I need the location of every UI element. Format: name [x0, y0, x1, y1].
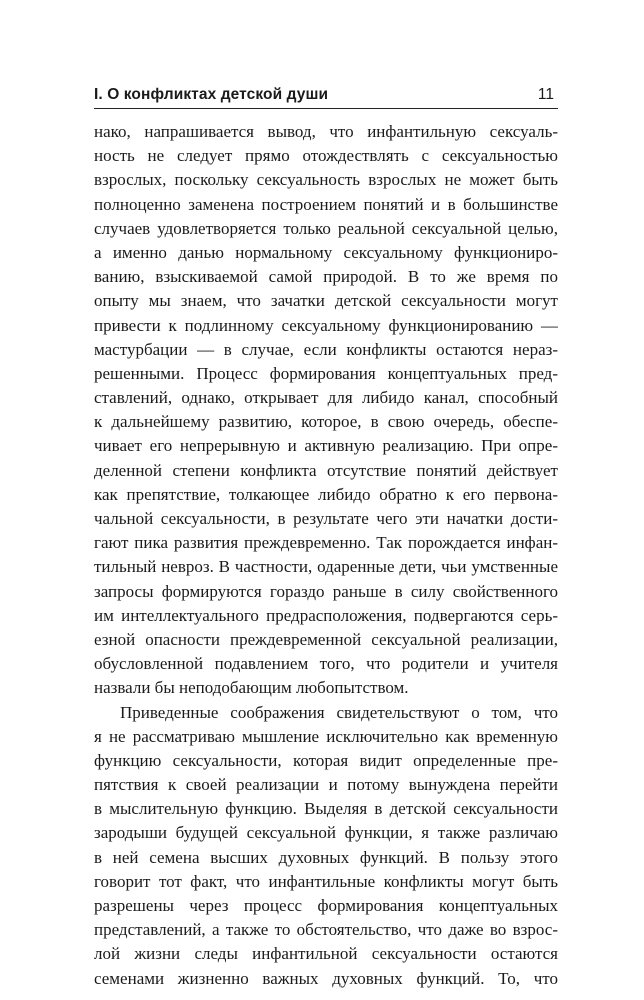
text-line: чивает его непрерывную и активную реализацию. При опре-: [94, 436, 558, 456]
text-line: опыту мы знаем, что зачатки детской сексуальности могут: [94, 291, 558, 311]
text-line: пятствия к своей реализации и потому вынуждена перейти: [94, 775, 558, 795]
page-number: 11: [537, 86, 554, 103]
text-line: в ней семена высших духовных функций. В пользу этого: [94, 847, 558, 867]
text-line: представлений, а также то обстоятельство, что даже во взрос-: [94, 920, 558, 940]
text-line: им интеллектуального предрасположения, подвергаются серь-: [94, 605, 558, 625]
body-text: [94, 120, 558, 991]
text-line: разрешены через процесс формирования концептуальных: [94, 896, 558, 915]
text-line: мастурбации — в случае, если конфликты остаются нераз-: [94, 339, 558, 359]
text-line: в мыслительную функцию. Выделяя в детской сексуальности: [94, 799, 558, 819]
text-line: лой жизни следы инфантильной сексуальности остаются: [94, 944, 558, 964]
text-line: привести к подлинному сексуальному функционированию —: [94, 315, 558, 335]
text-line: чальной сексуальности, в результате чего эти начатки дости-: [94, 509, 558, 528]
text-line: ставлений, однако, открывает для либидо канал, способный: [94, 388, 558, 408]
text-line: к дальнейшему развитию, которое, в свою очередь, обеспе-: [94, 412, 558, 432]
running-header: [94, 84, 558, 109]
text-line: езной опасности преждевременной сексуальной реализации,: [94, 629, 558, 649]
text-line: Приведенные соображения свидетельствуют о том, что: [120, 702, 558, 722]
text-line: я не рассматриваю мышление исключительно как временную: [94, 726, 558, 746]
text-line: случаев удовлетворяется только реальной сексуальной целью,: [94, 218, 558, 238]
text-line: решенными. Процесс формирования концептуальных пред-: [94, 363, 558, 383]
text-line: взрослых, поскольку сексуальность взрослых не может быть: [94, 170, 558, 190]
text-line: семенами жизненно важных духовных функций. То, что: [94, 968, 558, 988]
text-line: нако, напрашивается вывод, что инфантильную сексуаль-: [94, 122, 558, 141]
text-line: зародыши будущей сексуальной функции, я также различаю: [94, 823, 558, 843]
text-line: полноценно заменена построением понятий и в большинстве: [94, 194, 558, 214]
text-line: деленной степени конфликта отсутствие понятий действует: [94, 460, 558, 480]
text-line: ванию, взыскиваемой самой природой. В то же время по: [94, 267, 558, 287]
text-line: а именно данью нормальному сексуальному функциониро-: [94, 242, 558, 262]
text-line: запросы формируются гораздо раньше в силу свойственного: [94, 581, 558, 601]
text-line: говорит тот факт, что инфантильные конфликты могут быть: [94, 871, 558, 891]
text-line: назвали бы неподобающим любопытством.: [94, 678, 409, 698]
text-line: тильный невроз. В частности, одаренные дети, чьи умственные: [94, 557, 558, 577]
text-line: обусловленной подавлением того, что родители и учителя: [94, 654, 558, 674]
text-line: гают пика развития преждевременно. Так порождается инфан-: [94, 533, 558, 553]
text-line: функцию сексуальности, которая видит определенные пре-: [94, 750, 558, 770]
text-line: ность не следует прямо отождествлять с сексуальностью: [94, 146, 558, 166]
text-line: как препятствие, толкающее либидо обратно к его первона-: [94, 484, 558, 504]
paragraph: [94, 120, 558, 701]
chapter-title: I. О конфликтах детской души: [94, 86, 329, 103]
paragraph: [94, 701, 558, 991]
